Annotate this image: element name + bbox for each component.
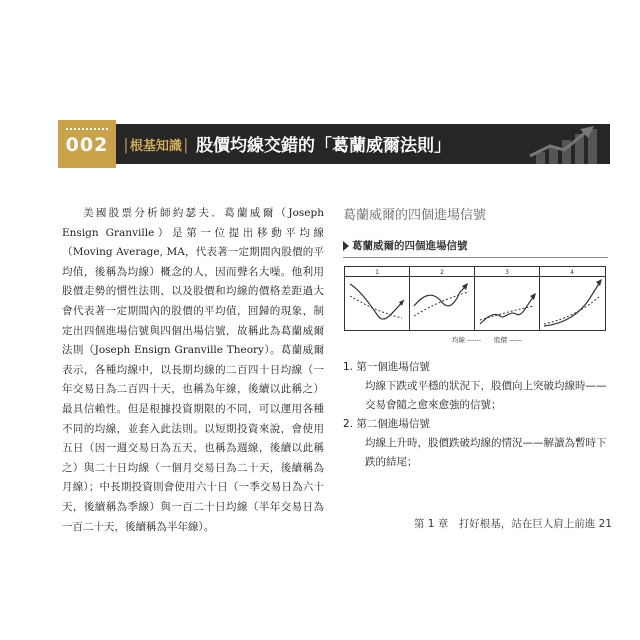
panel-2-price-line [414, 286, 466, 306]
panel-number: 3 [505, 269, 509, 276]
panel-4-arrow [596, 279, 602, 286]
page-footer [414, 516, 612, 531]
body-text-column [62, 204, 324, 537]
section-number-badge [58, 120, 116, 168]
panel-number: 1 [375, 269, 379, 276]
figure-rule [343, 257, 608, 258]
page-number: 21 [598, 518, 612, 530]
panel-2-ma-line [414, 292, 468, 316]
four-signals-diagram [344, 266, 606, 348]
badge-dots-decoration [66, 128, 108, 132]
signal-1-title: 1. 第一個進場信號 [343, 361, 430, 373]
section-title: 股價均線交錯的「葛蘭威爾法則」 [196, 136, 451, 156]
legend-ma: 均線 ------ [452, 336, 482, 344]
panel-1-price-line [350, 284, 404, 319]
signal-2-title: 2. 第二個進場信號 [343, 418, 430, 430]
panel-1-ma-line [350, 296, 402, 318]
panel-4-price-line [544, 282, 600, 326]
signal-list [343, 358, 613, 472]
panel-3-price-line [480, 296, 534, 324]
panel-number: 4 [570, 269, 574, 276]
panel-4-ma-line [544, 296, 600, 324]
rising-bars-icon [528, 126, 608, 164]
figure-heading: 葛蘭威爾的四個進場信號 [343, 208, 487, 223]
body-paragraph: 美國股票分析師約瑟夫．葛蘭威爾（Joseph Ensign Granville）是第一位提出移動平均線（Moving Average, MA，代表著一定期間內股價的平均值，後稱為均線）概念的人，因而聲名大噪。他利用股價走勢的慣性法則，以及股價和均線的價格差距過大會代表著一定期間內的股價的平均值，回歸的現象，制定出四個進場信號與四個出場信號，故稱此為葛蘭威爾法則（Joseph Ensign Granville Theory）。葛蘭威爾表示，各種均線中，以長期均線的二百四十日均線（一年交易日為二百四十天，也稱為年線，後續以此稱之）最具信賴性。但是根據投資期限的不同，可以運用各種不同的均線，並套入此法則。以短期投資來說，會使用五日（因一週交易日為五天，也稱為週線，後續以此稱之）與二十日均線（一個月交易日為二十天，後續稱為月線）；中長期投資則會使用六十日（一季交易日為六十天，後續稱為季線）與一百二十日均線（半年交易日為一百二十天，後續稱為半年線）。 [62, 207, 324, 533]
signal-1-body: 均線下跌或平穩的狀況下，股價向上突破均線時——交易會隨之愈來愈強的信號； [365, 380, 607, 411]
section-label: │根基知識│ [122, 139, 190, 154]
legend-price: 股價 —— [494, 336, 523, 344]
chapter-title: 第 1 章 打好根基，站在巨人肩上前進 [413, 518, 596, 530]
signal-2-body: 均線上升時，股價跌破均線的情況——解讀為暫時下跌的結尾； [365, 437, 607, 468]
section-number: 002 [65, 134, 109, 156]
panel-number: 2 [440, 269, 444, 276]
panel-3-arrow [530, 293, 536, 300]
triangle-bullet-icon [343, 241, 349, 251]
figure-label: 葛蘭威爾的四個進場信號 [352, 240, 468, 252]
